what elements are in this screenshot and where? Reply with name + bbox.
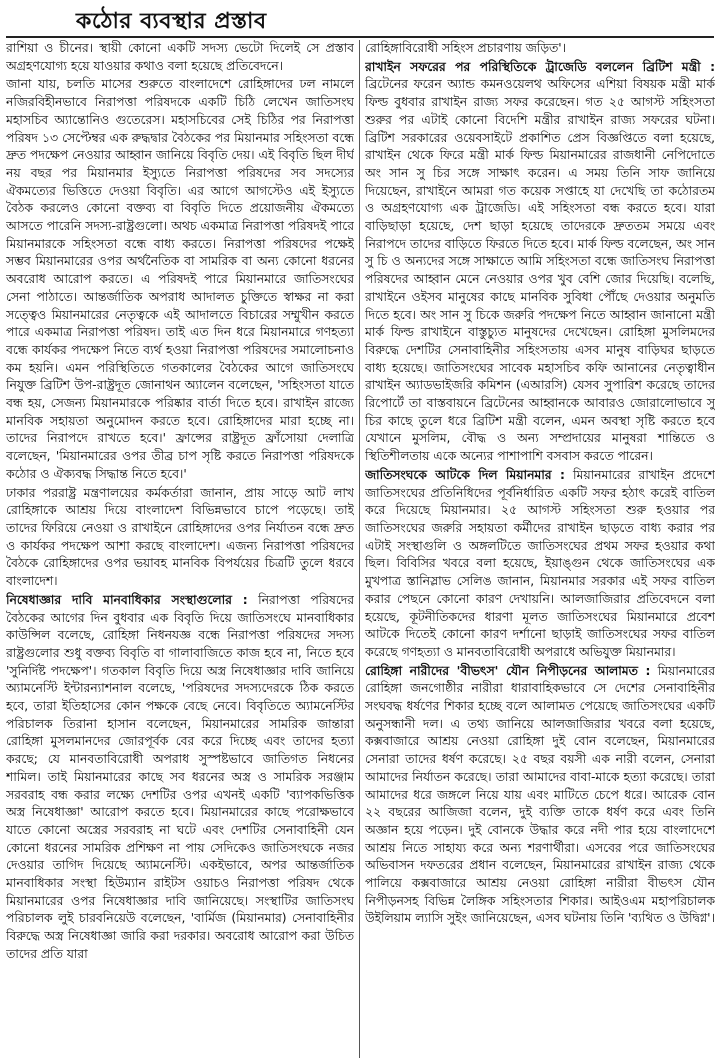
- headline: কঠোর ব্যবস্থার প্রস্তাব: [76, 9, 267, 34]
- section-paragraph: [365, 467, 715, 662]
- section-text: নিরাপত্তা পরিষদের বৈঠকের আগের দিন বুধবার এক বিবৃতি দিয়ে জাতিসংঘে মানবাধিকার কাউন্সিল বলেছে, রোহিঙ্গা নিধনযজ্ঞ বন্ধে নিরাপত্তা পরিষদের সদস্য রাষ্ট্রগুলোর শুধু বক্তব্য বিবৃতি বা গালাবাজিতে কাজ হবে না, নিতে হবে 'সুনির্দিষ্ট পদক্ষেপ'। গতকাল বিবৃতি দিয়ে অস্ত্র নিষেধাজ্ঞার দাবি জানিয়ে অ্যামনেস্টি ইন্টারন্যাশনাল বলেছে, 'পরিষদের সদস্যদেরকে ঠিক করতে হবে, তারা ইতিহাসের কোন পক্ষকে বেছে নেবে। বিবৃতিতে অ্যামনেস্টির পরিচালক তিরানা হাসান বলেছেন, মিয়ানমারের সামরিক জান্তারা রোহিঙ্গা মুসলমানদের জোরপূর্বক বের করে দিচ্ছে এবং তাদের হত্যা করছে; যে মানবতাবিরোধী অপরাধ সুস্পষ্টভাবে জাতিগত নিধনের শামিল। তাই মিয়ানমারের কাছে সব ধরনের অস্ত্র ও সামরিক সরঞ্জাম সরবরাহ বন্ধ করার লক্ষ্যে দেশটির ওপর এখনই একটি 'ব্যাপকভিত্তিক অস্ত্র নিষেধাজ্ঞা' আরোপ করতে হবে। মিয়ানমারের কাছে পরোক্ষভাবে যাতে কোনো অস্ত্রের সরবরাহ না ঘটে এবং দেশটির সেনাবাহিনী যেন কোনো ধরনের সামরিক প্রশিক্ষণ না পায় সেদিকেও জাতিসংঘকে নজর দেওয়ার তাগিদ দিয়েছে অ্যামনেস্টি। একইভাবে, অপর আন্তর্জাতিক মানবাধিকার সংস্থা হিউম্যান রাইটস ওয়াচও নিরাপত্তা পরিষদ থেকে মিয়ানমারের ওপর নিষেধাজ্ঞার দাবি জানিয়েছে। সংস্থাটির জাতিসংঘ পরিচালক লুই চারবনিয়েউ বলেছেন, 'বার্মিজ (মিয়ানমার) সেনাবাহিনীর বিরুদ্ধে অস্ত্র নিষেধাজ্ঞা জারি করা দরকার। অবরোধ আরোপ করা উচিত তাদের প্রতি যারা: [6, 592, 354, 961]
- left-column: [6, 40, 354, 1058]
- paragraph: জানা যায়, চলতি মাসের শুরুতে বাংলাদেশে রোহিঙ্গাদের ঢল নামলে নজিরবিহীনভাবে নিরাপত্তা পরিষদকে একটি চিঠি লেখেন জাতিসংঘ মহাসচিব অ্যান্তোনিও গুতেরেস। মহাসচিবের সেই চিঠির পর নিরাপত্তা পরিষদ ১৩ সেপ্টেম্বর এক রুদ্ধদ্বার বৈঠকের পর মিয়ানমার সহিংসতা বন্ধে দ্রুত পদক্ষেপ নেওয়ার আহ্বান জানিয়ে বিবৃতি দেয়। এই বিবৃতি ছিল দীর্ঘ নয় বছর পর মিয়ানমার ইস্যুতে নিরাপত্তা পরিষদের সব সদস্যের ঐকমত্যের ভিত্তিতে দেওয়া বিবৃতি। এর আগে আগস্টেও এই ইস্যুতে বৈঠক করলেও কোনো বক্তব্য বা বিবৃতি দিতে প্রয়োজনীয় ঐকমত্যে আসতে পারেনি সদস্য-রাষ্ট্রগুলো। অথচ একমাত্র নিরাপত্তা পরিষদই পারে মিয়ানমারকে সহিংসতা বন্ধে বাধ্য করতে। নিরাপত্তা পরিষদের পক্ষেই সম্ভব মিয়ানমারের ওপর অর্থনৈতিক বা সামরিক বা অন্য কোনো ধরনের অবরোধ আরোপ করতে। এ পরিষদই পারে মিয়ানমারে জাতিসংঘের সেনা পাঠাতে। আন্তর্জাতিক অপরাধ আদালত চুক্তিতে স্বাক্ষর না করা সত্ত্বেও মিয়ানমারের নেতৃত্বকে এই আদালতে বিচারের সম্মুখীন করতে পারে একমাত্র নিরাপত্তা পরিষদ। তাই এত দিন ধরে মিয়ানমারে গণহত্যা বন্ধে কার্যকর পদক্ষেপ নিতে ব্যর্থ হওয়া নিরাপত্তা পরিষদের সমালোচনাও কম হয়নি। এমন পরিস্থিতিতে গতকালের বৈঠকের আগে জাতিসংঘে নিযুক্ত ব্রিটিশ উপ-রাষ্ট্রদূত জোনাথন অ্যালেন বলেছেন, 'সহিংসতা যাতে বন্ধ হয়, সেজন্য মিয়ানমারকে পরিষ্কার বার্তা দিতে হবে। রাখাইন রাজ্যে মানবিক সহায়তা অনুমোদন করতে হবে। রোহিঙ্গাদের মারা হচ্ছে না। তাদের নিরাপদে রাখতে হবে।' ফ্রান্সের রাষ্ট্রদূত ফ্রাঁসোয়া দেলাত্রি বলেছেন, 'মিয়ানমারের ওপর তীব্র চাপ সৃষ্টি করতে নিরাপত্তা পরিষদকে কঠোর ও ঐক্যবদ্ধ সিদ্ধান্ত নিতে হবে।': [6, 77, 354, 481]
- section-text: মিয়ানমারের রোহিঙ্গা জনগোষ্ঠীর নারীরা ধারাবাহিকভাবে সে দেশের সেনাবাহিনীর সংঘবদ্ধ ধর্ষণের শিকার হচ্ছে বলে আলামত পেয়েছে জাতিসংঘের একটি অনুসন্ধানী দল। এ তথ্য জানিয়ে আলজাজিরার খবরে বলা হয়েছে, কক্সবাজারে আশ্রয় নেওয়া রোহিঙ্গা দুই বোন বলেছেন, মিয়ানমারের সেনারা তাদের ধর্ষণ করেছে। ২৫ বছর বয়সী এক নারী বলেন, সেনারা আমাদের নির্যাতন করেছে। তারা আমাদের বাবা-মাকে হত্যা করেছে। তারা আমাদের ধরে জঙ্গলে নিয়ে যায় এবং মাটিতে চেপে ধরে। আরেক বোন ২২ বছরের আজিজা বলেন, দুই ব্যক্তি তাকে ধর্ষণ করে এবং তিনি অজ্ঞান হয়ে পড়েন। দুই বোনকে উদ্ধার করে নদী পার হয়ে বাংলাদেশে আশ্রয় নিতে সাহায্য করে অন্য শরণার্থীরা। এসবের পরে জাতিসংঘের অভিবাসন দফতরের প্রধান বলেছেন, মিয়ানমারের রাখাইন রাজ্য থেকে পালিয়ে কক্সবাজারে আশ্রয় নেওয়া রোহিঙ্গা নারীরা বীভৎস যৌন নিপীড়নসহ বিভিন্ন লৈঙ্গিক সহিংসতার শিকার। আইওএম মহাপরিচালক উইলিয়াম ল্যাসি সুইং জানিয়েছেন, এসব ঘটনায় তিনি 'ব্যথিত ও উদ্বিগ্ন'।: [365, 663, 715, 926]
- section-text: মিয়ানমারের রাখাইন প্রদেশে জাতিসংঘের প্রতিনিধিদের পূর্বনির্ধারিত একটি সফর হঠাৎ করেই বাতিল করে দিয়েছে মিয়ানমার। ২৫ আগস্ট সহিংসতা শুরু হওয়ার পর জাতিসংঘের জরুরি সহায়তা কর্মীদের রাখাইন ছাড়তে বাধ্য করার পর এটাই সংস্থাগুলি ও অঙ্গলটিতে জাতিসংঘের প্রথম সফর হওয়ার কথা ছিল। বিবিসির খবরে বলা হয়েছে, ইয়াঙ্গুন থেকে জাতিসংঘের এক মুখপাত্র স্তানিস্লাভ সেলিঙ জানান, মিয়ানমার সরকার এই সফর বাতিল করার পেছনে কোনো কারণ দেখায়নি। আলজাজিরার প্রতিবেদনে বলা হয়েছে, কূটনীতিকদের ধারণা মূলত জাতিসংঘের মিয়ানমারে প্রবেশ আটকে দিতেই কোনো কারণ দর্শানো ছাড়াই জাতিসংঘের সফর বাতিল করেছে গণহত্যা ও মানবতাবিরোধী অপরাধে অভিযুক্ত মিয়ানমার।: [365, 467, 715, 659]
- paragraph: রাশিয়া ও চীনের। স্থায়ী কোনো একটি সদস্য ভেটো দিলেই সে প্রস্তাব অগ্রহণযোগ্য হয়ে যাওয়ার কথাও বলা হয়েছে প্রতিবেদনে।: [6, 41, 354, 73]
- section-paragraph: [365, 59, 715, 466]
- column-divider: [359, 40, 360, 1058]
- section-paragraph: [365, 663, 715, 929]
- subheading: নিষেধাজ্ঞার দাবি মানবাধিকার সংস্থাগুলোর :: [6, 592, 248, 607]
- subheading: জাতিসংঘকে আটকে দিল মিয়ানমার :: [365, 467, 565, 482]
- subheading: রাখাইন সফরের পর পরিস্থিতিকে ট্রাজেডি বললেন ব্রিটিশ মন্ত্রী :: [365, 59, 715, 74]
- paragraph: ঢাকার পররাষ্ট্র মন্ত্রণালয়ের কর্মকর্তারা জানান, প্রায় সাড়ে আট লাখ রোহিঙ্গাকে আশ্রয় দিয়ে বাংলাদেশ বিভিন্নভাবে চাপে পড়েছে। তাই তাদের ফিরিয়ে নেওয়া ও রাখাইনে রোহিঙ্গাদের ওপর নির্যাতন বন্ধে দ্রুত ও কার্যকর পদক্ষেপ আশা করছে বাংলাদেশ। এজন্য নিরাপত্তা পরিষদের বৈঠকে রোহিঙ্গাদের ওপর ভয়াবহ মানবিক বিপর্যয়ের চিত্রটি তুলে ধরবে বাংলাদেশ।: [6, 485, 354, 589]
- article-header: [6, 4, 714, 38]
- paragraph: রোহিঙ্গাবিরোধী সহিংস প্রচারণায় জড়িত'।: [365, 41, 566, 55]
- section-paragraph: [6, 592, 354, 964]
- subheading: রোহিঙ্গা নারীদের 'বীভৎস' যৌন নিপীড়নের আলামত :: [365, 663, 651, 678]
- section-text: ব্রিটেনের ফরেন অ্যান্ড কমনওয়েলথ অফিসের এশিয়া বিষয়ক মন্ত্রী মার্ক ফিল্ড বুধবার রাখাইন রাজ্য সফর করেছেন। গত ২৫ আগস্ট সহিংসতা শুরুর পর এটাই কোনো বিদেশি মন্ত্রীর রাখাইন রাজ্য সফরের ঘটনা। ব্রিটিশ সরকারের ওয়েবসাইটে প্রকাশিত প্রেস বিজ্ঞপ্তিতে বলা হয়েছে, রাখাইন থেকে ফিরে মন্ত্রী মার্ক ফিল্ড মিয়ানমারের রাজধানী নেপিদোতে অং সান সু চির সঙ্গে সাক্ষাৎ করেন। এ সময় তিনি সাফ জানিয়ে দিয়েছেন, রাখাইনে আমরা গত কয়েক সপ্তাহে যা দেখেছি তা কঠোরতম ও অগ্রহণযোগ্য এক ট্রাজেডি। এই সহিংসতা বন্ধ করতে হবে। যারা বাড়িছাড়া হয়েছে, দেশ ছাড়া হয়েছে তাদেরকে দ্রুততম সময়ে এবং নিরাপদে তাদের বাড়িতে ফিরতে দিতে হবে। মার্ক ফিল্ড বলেছেন, অং সান সু চি ও অন্যদের সঙ্গে সাক্ষাতে আমি সহিংসতা বন্ধে জাতিসংঘ নিরাপত্তা পরিষদের আহ্বান মেনে নেওয়ার ওপর খুব বেশি জোর দিয়েছি। বলেছি, রাখাইনে ওইসব মানুষের কাছে মানবিক সুবিধা পৌঁছে দেওয়ার অনুমতি দিতে হবে। অং সান সু চিকে জরুরি পদক্ষেপ নিতে আহ্বান জানানো মন্ত্রী মার্ক ফিল্ড রাখাইনে বাস্তুচ্যুত মানুষদের দেখেছেন। রোহিঙ্গা মুসলিমদের বিরুদ্ধে দেশটির সেনাবাহিনীর সহিংসতায় এসব মানুষ বাড়িঘর ছাড়তে বাধ্য হয়েছে। জাতিসংঘের সাবেক মহাসচিব কফি আনানের নেতৃত্বাধীন রাখাইন অ্যাডভাইজরি কমিশন (এআরসি) যেসব সুপারিশ করেছে তাদের রিপোর্টে তা বাস্তবায়নে ব্রিটেনের আহ্বানকে আবারও জোরালোভাবে সু চির কাছে তুলে ধরে ব্রিটিশ মন্ত্রী বলেন, এমন অবস্থা সৃষ্টি করতে হবে যেখানে মুসলিম, বৌদ্ধ ও অন্য সম্প্রদায়ের মানুষরা শান্তিতে ও স্থিতিশীলতায় একে অন্যের পাশাপাশি বসবাস করতে পারেন।: [365, 77, 715, 464]
- right-column: [365, 40, 715, 1058]
